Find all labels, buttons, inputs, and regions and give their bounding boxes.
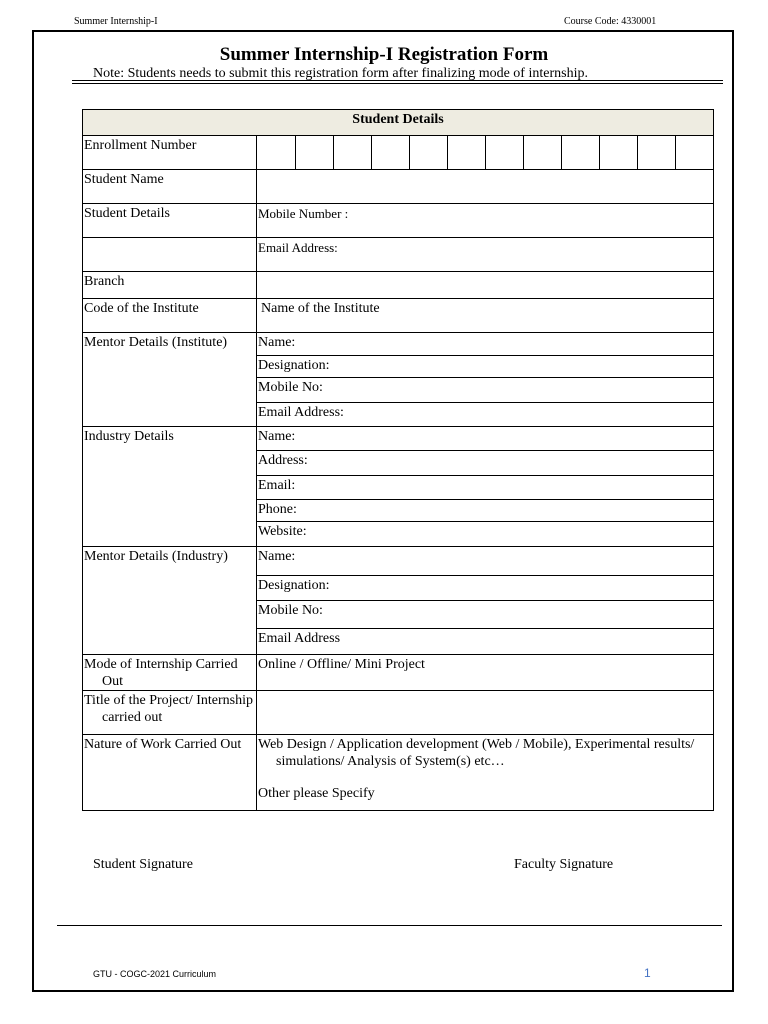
header-course-code: Course Code: 4330001: [564, 16, 657, 27]
mentor-industry-mobile-field[interactable]: Mobile No:: [257, 601, 714, 629]
enrollment-digit-box[interactable]: [637, 136, 675, 169]
nature-other-text: Other please Specify: [258, 786, 375, 801]
mentor-institute-label: Mentor Details (Institute): [83, 333, 257, 427]
project-title-field[interactable]: [257, 691, 714, 735]
enrollment-digit-box[interactable]: [257, 136, 295, 169]
mode-field[interactable]: Online / Offline/ Mini Project: [257, 655, 714, 691]
enrollment-label: Enrollment Number: [83, 136, 257, 170]
mobile-number-field[interactable]: Mobile Number :: [257, 204, 714, 238]
enrollment-digit-box[interactable]: [447, 136, 485, 169]
project-title-label: [83, 691, 257, 735]
enrollment-digit-box[interactable]: [599, 136, 637, 169]
enrollment-digit-box[interactable]: [523, 136, 561, 169]
branch-label: Branch: [83, 272, 257, 299]
enrollment-digit-box[interactable]: [561, 136, 599, 169]
industry-website-field[interactable]: Website:: [257, 522, 714, 547]
form-note: Note: Students needs to submit this registration form after finalizing mode of internship.: [93, 66, 588, 81]
page-number: 1: [644, 966, 651, 980]
form-title: Summer Internship-I Registration Form: [219, 44, 549, 65]
enrollment-digit-box[interactable]: [333, 136, 371, 169]
student-name-field[interactable]: [257, 170, 714, 204]
email-address-field[interactable]: Email Address:: [257, 238, 714, 272]
mentor-institute-email-field[interactable]: Email Address:: [257, 403, 714, 427]
enrollment-box-grid: [257, 136, 713, 169]
mentor-institute-mobile-field[interactable]: Mobile No:: [257, 378, 714, 403]
nature-field[interactable]: [257, 735, 714, 811]
nature-label: [83, 735, 257, 811]
enrollment-digit-box[interactable]: [409, 136, 447, 169]
title-rule-bottom: [72, 83, 723, 84]
mentor-industry-designation-field[interactable]: Designation:: [257, 576, 714, 601]
registration-table: [82, 109, 714, 811]
footer-rule: [57, 925, 722, 926]
industry-phone-field[interactable]: Phone:: [257, 500, 714, 522]
nature-value-text: Web Design / Application development (Web / Mobile), Experimental results/ simulations/ Analysis of System(s) etc…: [258, 737, 695, 769]
mentor-institute-designation-field[interactable]: Designation:: [257, 356, 714, 378]
branch-field[interactable]: [257, 272, 714, 299]
title-rule-top: [72, 80, 723, 81]
student-details-label: Student Details: [83, 204, 257, 238]
table-heading: Student Details: [83, 110, 714, 136]
mentor-institute-name-field[interactable]: Name:: [257, 333, 714, 356]
enrollment-boxes[interactable]: [257, 136, 714, 170]
enrollment-digit-box[interactable]: [485, 136, 523, 169]
enrollment-digit-box[interactable]: [295, 136, 333, 169]
institute-code-label: Code of the Institute: [83, 299, 257, 333]
industry-details-label: Industry Details: [83, 427, 257, 547]
mode-label-text: Mode of Internship Carried Out: [84, 657, 238, 689]
student-name-label: Student Name: [83, 170, 257, 204]
enrollment-digit-box[interactable]: [675, 136, 713, 169]
footer-curriculum: GTU - COGC-2021 Curriculum: [93, 969, 217, 979]
institute-name-field[interactable]: Name of the Institute: [257, 299, 714, 333]
header-course-name: Summer Internship-I: [74, 16, 158, 27]
faculty-signature-label: Faculty Signature: [514, 857, 614, 872]
industry-name-field[interactable]: Name:: [257, 427, 714, 451]
industry-address-field[interactable]: Address:: [257, 451, 714, 476]
mentor-industry-label: Mentor Details (Industry): [83, 547, 257, 655]
student-signature-label: Student Signature: [93, 857, 193, 872]
nature-label-text: Nature of Work Carried Out: [84, 737, 242, 752]
project-title-label-text: Title of the Project/ Internship carried out: [84, 693, 254, 725]
mode-label: [83, 655, 257, 691]
mentor-industry-name-field[interactable]: Name:: [257, 547, 714, 576]
industry-email-field[interactable]: Email:: [257, 476, 714, 500]
enrollment-digit-box[interactable]: [371, 136, 409, 169]
student-details-blank: [83, 238, 257, 272]
mentor-industry-email-field[interactable]: Email Address: [257, 629, 714, 655]
